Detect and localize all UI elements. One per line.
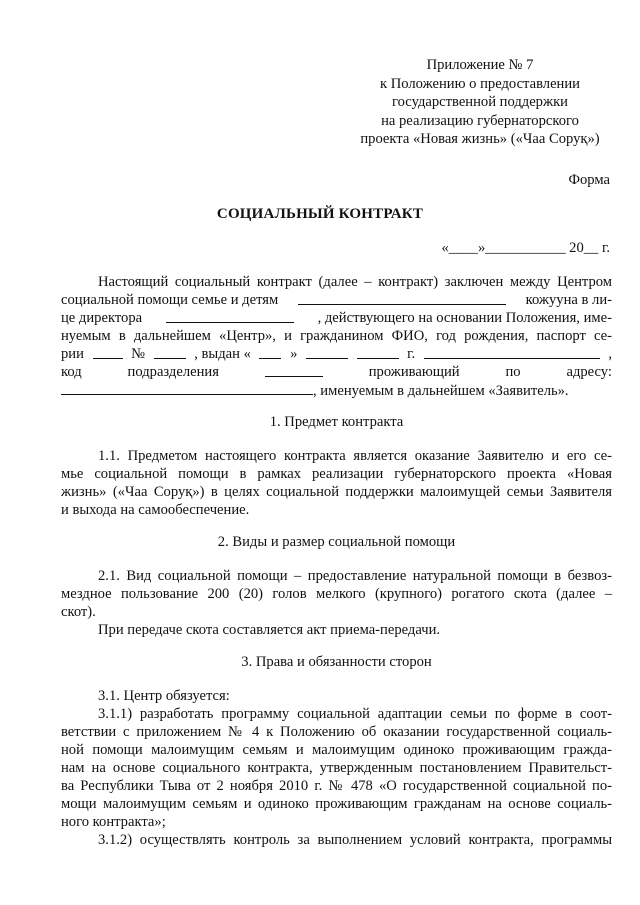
section-2-heading: 2. Виды и размер социальной помощи [217, 534, 456, 550]
document-title: СОЦИАЛЬНЫЙ КОНТРАКТ [216, 206, 424, 222]
fill-blank [61, 382, 313, 395]
section-3-line: ной помощи малоимущим семьям и малоимущим одиноко проживающим гражда- [61, 742, 612, 758]
section-1-line: мье социальной помощи в рамках реализации губернаторского проекта «Новая [61, 466, 612, 482]
section-2-line: 2.1. Вид социальной помощи – предоставление натуральной помощи в безвоз- [98, 568, 612, 584]
appendix-line: Приложение № 7 [426, 57, 534, 73]
intro-text: кожууна в ли- [525, 292, 612, 308]
fill-blank [298, 292, 506, 305]
section-3-line: ного контракта»; [61, 814, 166, 830]
section-3-line: ва Республики Тыва от 2 ноября 2010 г. № 478 «О государственной социальной по- [61, 778, 612, 794]
fill-blank [265, 364, 323, 377]
appendix-block [340, 56, 620, 149]
intro-text: , [608, 346, 612, 362]
section-2-line: При передаче скота составляется акт приема-передачи. [98, 622, 441, 638]
intro-text: № [131, 346, 146, 362]
intro-line-3 [61, 310, 612, 327]
intro-text: по [505, 364, 521, 380]
intro-text: г. [407, 346, 416, 362]
fill-blank [306, 346, 348, 359]
fill-blank [93, 346, 123, 359]
intro-text: це директора [61, 310, 143, 326]
section-1-line: 1.1. Предметом настоящего контракта является оказание Заявителю и его се- [98, 448, 612, 464]
intro-text: социальной помощи семье и детям [61, 292, 279, 308]
appendix-line: проекта «Новая жизнь» («Чаа Соруқ») [360, 131, 600, 147]
section-3-line: 3.1.1) разработать программу социальной адаптации семьи по форме в соот- [98, 706, 612, 722]
intro-text: , выдан « [194, 346, 251, 362]
intro-line-4: нуемым в дальнейшем «Центр», и гражданином ФИО, год рождения, паспорт се- [61, 328, 612, 344]
section-3-heading: 3. Права и обязанности сторон [241, 654, 432, 670]
intro-text: , именуемым в дальнейшем «Заявитель». [313, 383, 569, 399]
section-1-line: и выхода на самообеспечение. [61, 502, 250, 518]
section-1-heading: 1. Предмет контракта [269, 414, 404, 430]
section-2-line: мездное пользование 200 (20) голов мелкого (крупного) рогатого скота (далее – [61, 586, 612, 602]
section-3-line: ветствии с приложением № 4 к Положению об оказании государственной социаль- [61, 724, 612, 740]
section-3-line: нам на основе социального контракта, утвержденным постановлением Правительст- [61, 760, 612, 776]
intro-text: адресу: [566, 364, 612, 380]
intro-line-5 [61, 346, 612, 363]
section-1-line: жизнь» («Чаа Соруқ») в целях социальной поддержки малоимущей семьи Заявителя [61, 484, 612, 500]
appendix-line: на реализацию губернаторского [381, 112, 579, 129]
intro-text: код [61, 364, 82, 380]
fill-blank [166, 310, 294, 323]
intro-text: » [290, 346, 298, 362]
section-3-line: 3.1.2) осуществлять контроль за выполнением условий контракта, программы [98, 832, 612, 848]
appendix-line: государственной поддержки [392, 94, 568, 110]
appendix-line: к Положению о предоставлении [380, 75, 580, 92]
fill-blank [357, 346, 399, 359]
section-2-line: скот). [61, 604, 96, 620]
intro-line-6 [61, 364, 612, 381]
intro-text: рии [61, 346, 84, 362]
intro-line-7 [61, 382, 612, 400]
fill-blank [259, 346, 281, 359]
intro-text: подразделения [127, 364, 219, 380]
section-3-line: 3.1. Центр обязуется: [98, 688, 230, 704]
form-label: Форма [568, 172, 610, 188]
intro-line-1: Настоящий социальный контракт (далее – контракт) заключен между Центром [98, 274, 612, 290]
date-line: «____»___________ 20__ г. [441, 240, 610, 256]
fill-blank [154, 346, 186, 359]
section-3-line: мощи малоимущим семьям и одиноко проживающим гражданам на основе социаль- [61, 796, 612, 812]
intro-line-2 [61, 292, 612, 309]
intro-text: проживающий [368, 364, 460, 380]
fill-blank [424, 346, 600, 359]
intro-text: , действующего на основании Положения, име- [317, 310, 612, 326]
